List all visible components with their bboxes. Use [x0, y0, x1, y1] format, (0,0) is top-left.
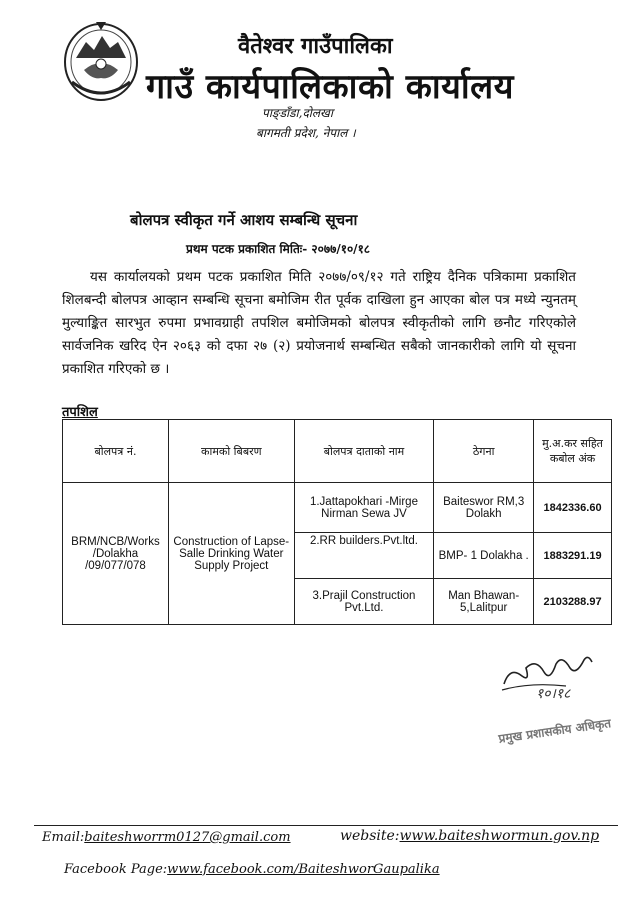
- header-work-desc: कामको बिबरण: [168, 420, 294, 483]
- office-name: गाउँ कार्यपालिकाको कार्यालय: [146, 67, 514, 107]
- bid-amount-cell: 1883291.19: [534, 533, 612, 579]
- header-bidder-name: बोलपत्र दाताको नाम: [294, 420, 434, 483]
- website-link[interactable]: www.baiteshwormun.gov.np: [399, 828, 600, 844]
- header-bid-no: बोलपत्र नं.: [63, 420, 169, 483]
- work-description-cell: Construction of Lapse-Salle Drinking Water Supply Project: [168, 483, 294, 625]
- bidder-address-cell: Baiteswor RM,3 Dolakh: [434, 483, 534, 533]
- bidder-address-cell: BMP- 1 Dolakha .: [434, 533, 534, 579]
- bidder-address-cell: Man Bhawan-5,Lalitpur: [434, 579, 534, 625]
- section-label: तपशिल: [62, 405, 98, 420]
- email-link[interactable]: baiteshworrm0127@gmail.com: [84, 830, 291, 845]
- footer-facebook: [64, 862, 440, 877]
- table-row: [63, 483, 612, 533]
- bid-number-cell: BRM/NCB/Works /Dolakha /09/077/078: [63, 483, 169, 625]
- footer-email: [42, 830, 291, 845]
- address-line-2: बागमती प्रदेश, नेपाल ।: [256, 126, 356, 140]
- table-header-row: [63, 420, 612, 483]
- notice-title: बोलपत्र स्वीकृत गर्ने आशय सम्बन्धि सूचना: [130, 211, 358, 229]
- notice-subtitle: प्रथम पटक प्रकाशित मितिः- २०७७/१०/१८: [186, 242, 371, 256]
- org-name: वैतेश्वर गाउँपालिका: [238, 33, 393, 59]
- bidder-name-cell: 2.RR builders.Pvt.ltd.: [294, 533, 434, 579]
- bidder-name-cell: 1.Jattapokhari -Mirge Nirman Sewa JV: [294, 483, 434, 533]
- notice-body-text: यस कार्यालयको प्रथम पटक प्रकाशित मिति २०७७/०९/१२ गते राष्ट्रिय दैनिक पत्रिकामा प्रकाशित शिलबन्दी बोलपत्र आव्हान सम्बन्धि सूचना बमोजिम रीत पूर्वक दाखिला हुन आएका बोल पत्र मध्ये न्युनतम् मुल्याङ्कित सारभुत रुपमा प्रभावग्राही तपशिल बमोजिमको बोलपत्र स्वीकृतीको लागि छनौट गरिएकोले सार्वजनिक खरिद ऐन २०६३ को दफा २७ (२) प्रयोजनार्थ सम्बन्धित सबैको जानकारीको लागि यो सूचना प्रकाशित गरिएको छ ।: [62, 269, 576, 377]
- official-stamp: प्रमुख प्रशासकीय अधिकृत: [497, 716, 612, 746]
- bid-amount-cell: 1842336.60: [534, 483, 612, 533]
- bidder-name-cell: 3.Prajil Construction Pvt.Ltd.: [294, 579, 434, 625]
- header-amount: मु.अ.कर सहित कबोल अंक: [534, 420, 612, 483]
- bid-table: [62, 419, 612, 625]
- notice-body: [62, 266, 576, 381]
- address-line-1: पाङ्डाँडा,दोलखा: [262, 106, 333, 120]
- website-label: website:: [340, 828, 400, 844]
- footer-website: [340, 828, 599, 844]
- email-label: Email:: [42, 830, 85, 845]
- bid-amount-cell: 2103288.97: [534, 579, 612, 625]
- facebook-label: Facebook Page:: [64, 862, 168, 877]
- footer-divider: [34, 825, 618, 826]
- emblem-logo: [62, 18, 140, 102]
- signature-date: १०।१८: [536, 686, 571, 702]
- header-address: ठेगना: [434, 420, 534, 483]
- facebook-link[interactable]: www.facebook.com/BaiteshworGaupalika: [167, 862, 440, 877]
